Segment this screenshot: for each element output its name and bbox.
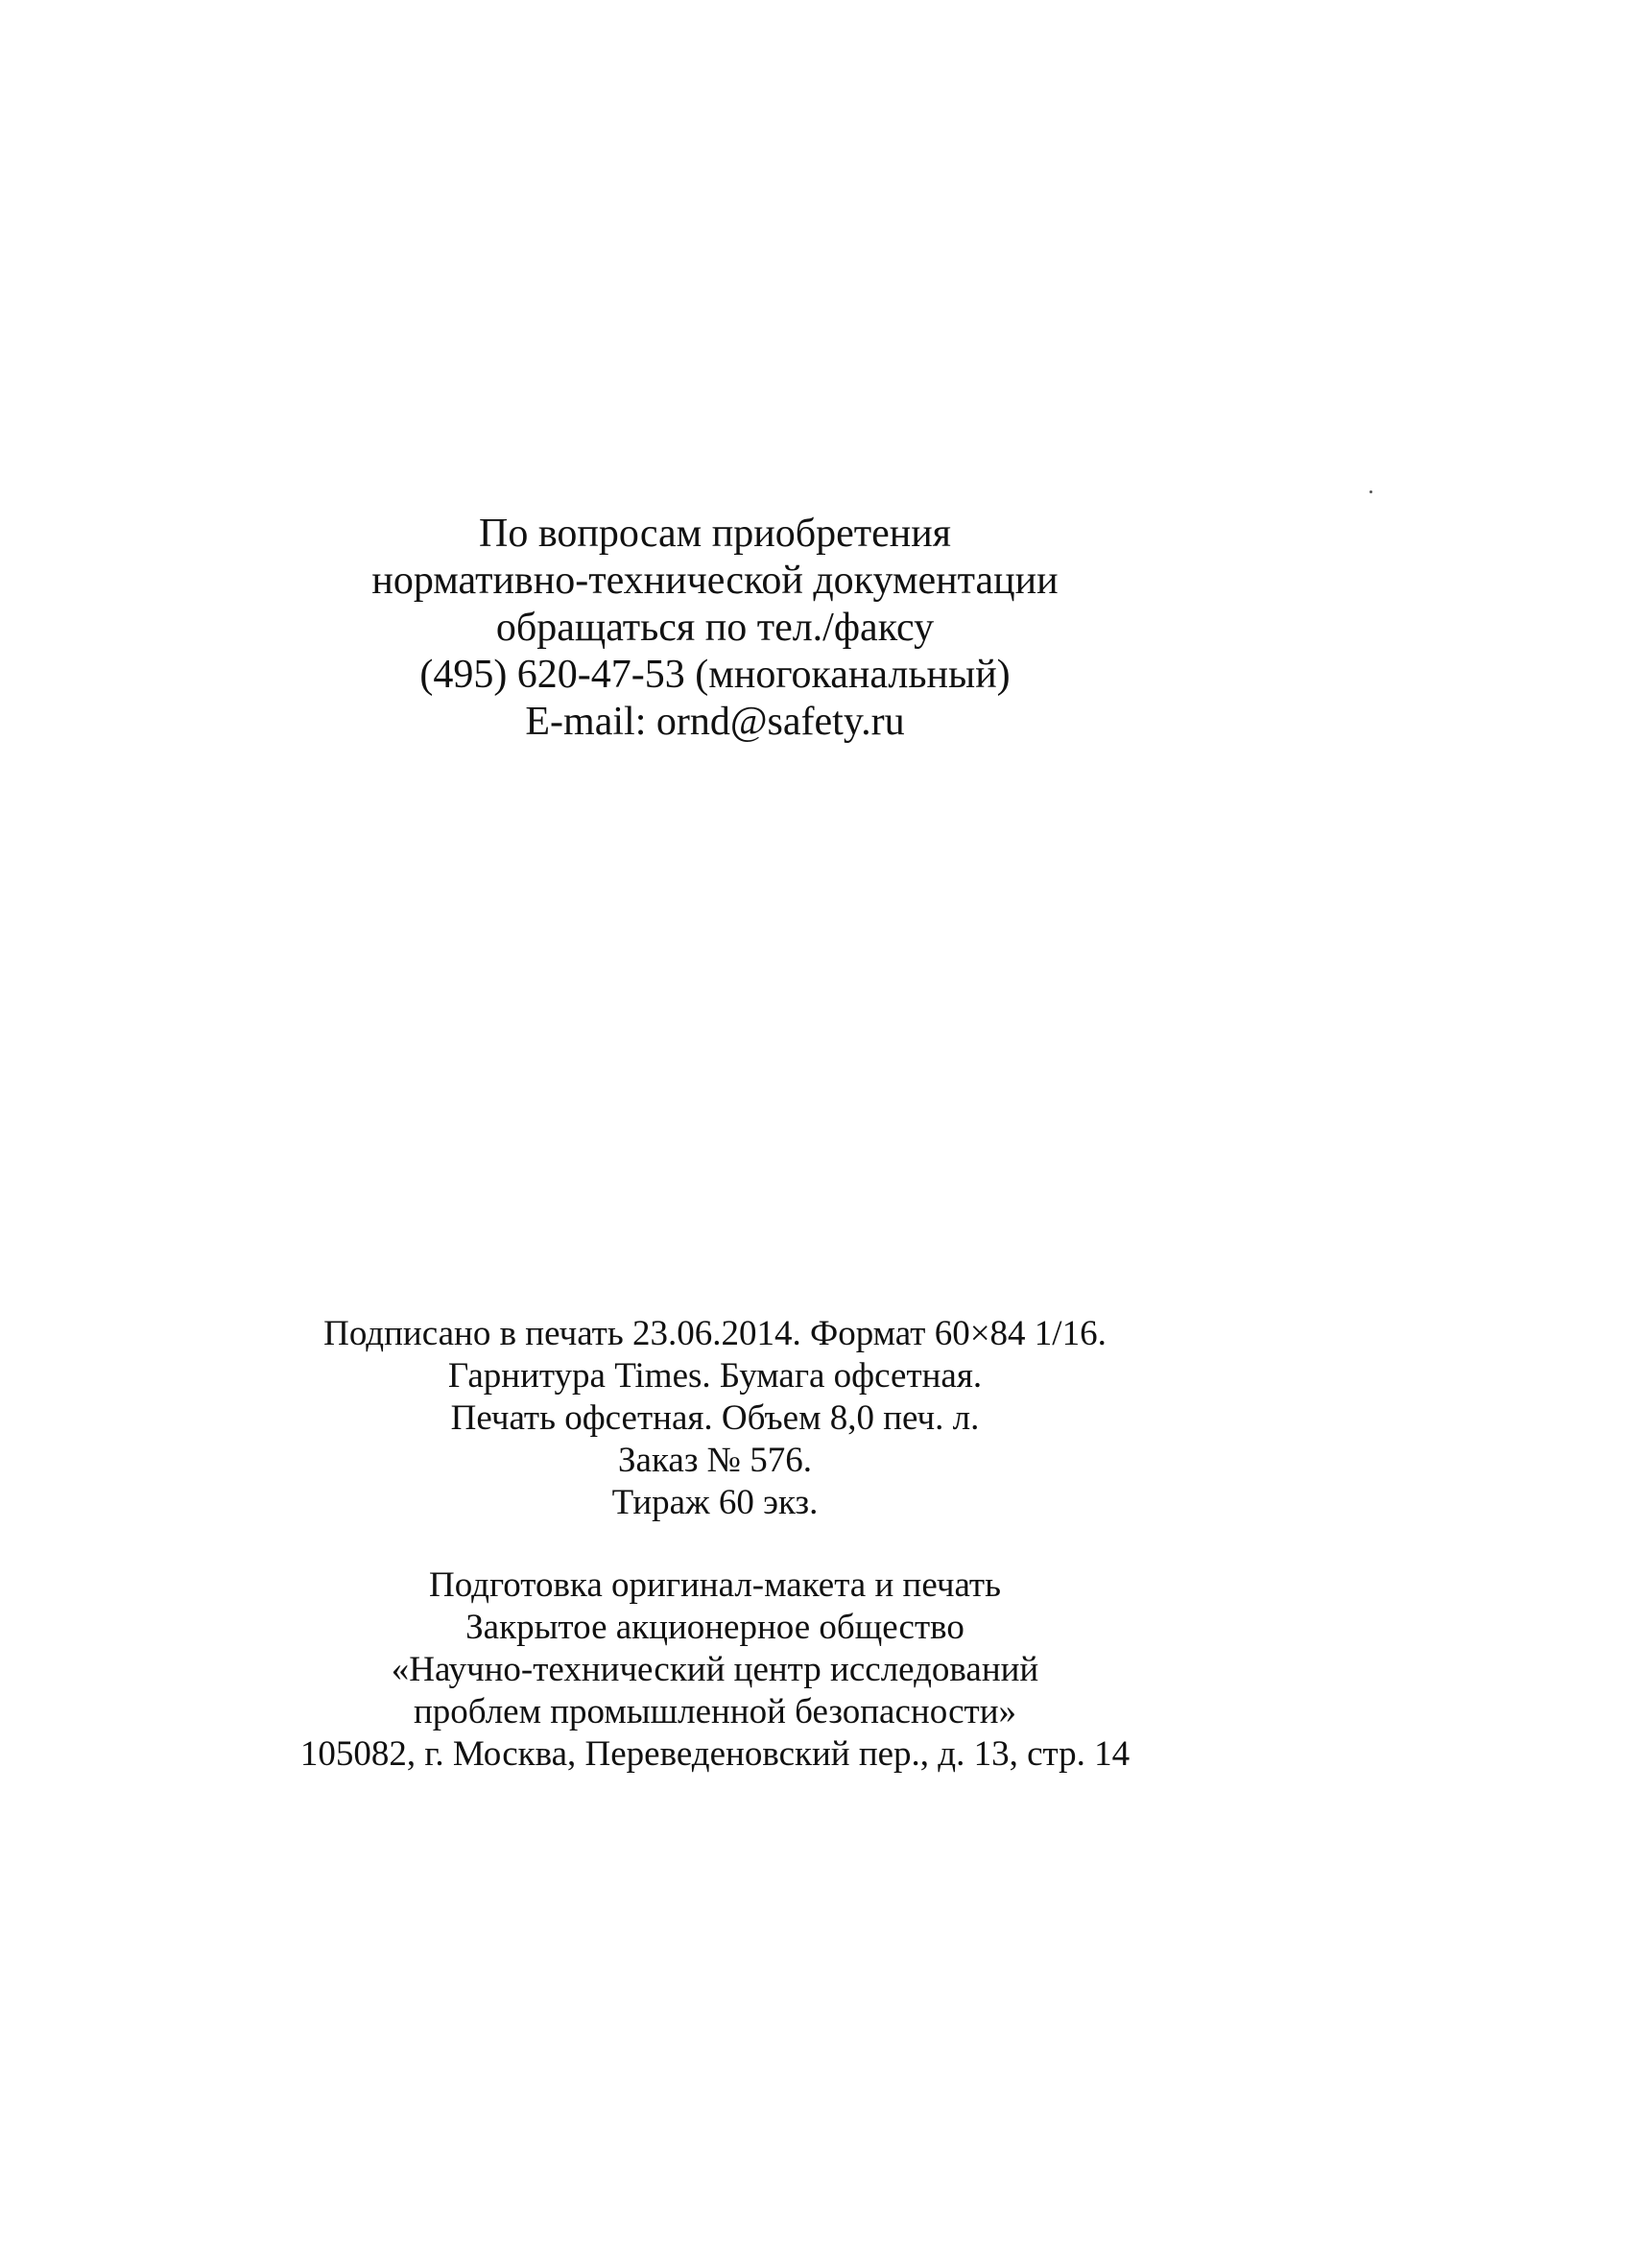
print-imprint-block	[0, 1313, 1430, 1524]
scan-speck	[1369, 490, 1372, 493]
imprint-line-print-run: Тираж 60 экз.	[611, 1483, 819, 1522]
contact-line-instruction: обращаться по тел./факсу	[495, 606, 935, 650]
imprint-line-printing-volume: Печать офсетная. Объем 8,0 печ. л.	[450, 1398, 980, 1438]
printer-line-company-name-2: проблем промышленной безопасности»	[413, 1692, 1017, 1731]
contact-line-phone: (495) 620-47-53 (многоканальный)	[419, 653, 1011, 697]
imprint-line-signed-format: Подписано в печать 23.06.2014. Формат 60×84 1/16.	[323, 1314, 1107, 1353]
contact-line-subject: нормативно-технической документации	[371, 559, 1059, 603]
printer-info-block	[0, 1564, 1430, 1776]
printer-line-address: 105082, г. Москва, Переведеновский пер., д. 13, стр. 14	[299, 1734, 1131, 1774]
printer-line-service: Подготовка оригинал-макета и печать	[429, 1565, 1001, 1605]
contact-line-heading: По вопросам приобретения	[478, 512, 951, 556]
contact-info-block	[0, 511, 1430, 746]
printer-line-company-type: Закрытое акционерное общество	[465, 1608, 964, 1647]
printer-line-company-name-1: «Научно-технический центр исследований	[391, 1650, 1039, 1689]
imprint-line-typeface-paper: Гарнитура Times. Бумага офсетная.	[447, 1356, 983, 1396]
imprint-line-order-number: Заказ № 576.	[618, 1441, 812, 1480]
contact-line-email: E-mail: ornd@safety.ru	[525, 700, 905, 744]
